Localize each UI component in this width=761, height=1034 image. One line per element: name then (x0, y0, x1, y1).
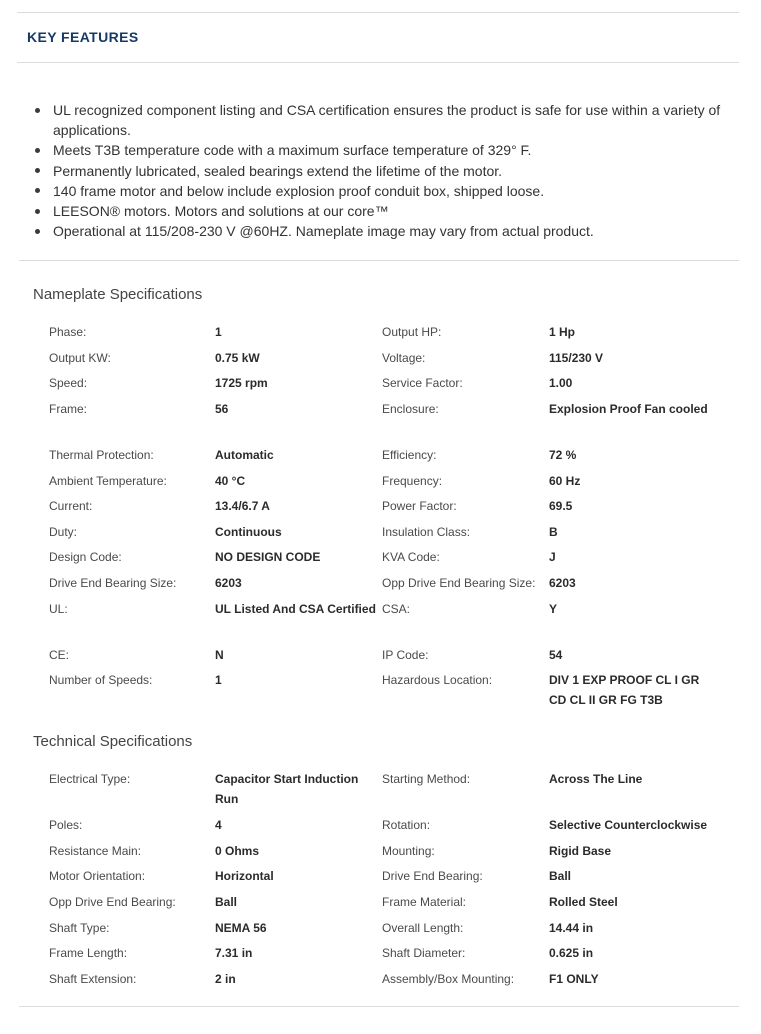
bullet-icon (35, 229, 40, 234)
spec-label: Frame Material: (382, 895, 467, 909)
spec-value: Selective Counterclockwise (549, 818, 708, 832)
spec-value: DIV 1 EXP PROOF CL I GR CD CL II GR FG T3B (549, 673, 700, 707)
spec-value: 1 Hp (549, 325, 576, 339)
spec-label: Output HP: (382, 325, 442, 339)
spec-value: 7.31 in (215, 946, 253, 960)
feature-item: Permanently lubricated, sealed bearings extend the lifetime of the motor. (33, 161, 733, 181)
spec-label: Shaft Extension: (49, 972, 137, 986)
spec-value: Ball (215, 895, 238, 909)
spec-label: Phase: (49, 325, 87, 339)
spec-value: 14.44 in (549, 921, 594, 935)
spec-value: 1 (215, 325, 222, 339)
feature-item: UL recognized component listing and CSA certification ensures the product is safe for use within a variety of applications. (33, 100, 733, 140)
bullet-icon (35, 108, 40, 113)
spec-label: Rotation: (382, 818, 431, 832)
spec-value: UL Listed And CSA Certified (215, 602, 376, 616)
spec-value: 69.5 (549, 499, 573, 513)
spec-label: Design Code: (49, 550, 122, 564)
spec-value: 115/230 V (549, 351, 604, 365)
spec-label: Enclosure: (382, 402, 439, 416)
spec-value: Automatic (215, 448, 274, 462)
spec-value: F1 ONLY (549, 972, 599, 986)
spec-value: 1 (215, 673, 222, 687)
bullet-icon (35, 168, 40, 173)
feature-item: 140 frame motor and below include explosion proof conduit box, shipped loose. (33, 181, 733, 201)
key-features-heading: KEY FEATURES (27, 29, 139, 45)
spec-label: Current: (49, 499, 93, 513)
spec-value: 54 (549, 648, 563, 662)
spec-label: Speed: (49, 376, 88, 390)
spec-label: Power Factor: (382, 499, 457, 513)
spec-label: Hazardous Location: (382, 673, 493, 687)
spec-label: Ambient Temperature: (49, 474, 167, 488)
spec-value: 2 in (215, 972, 236, 986)
spec-label: Number of Speeds: (49, 673, 153, 687)
spec-label: Opp Drive End Bearing Size: (382, 576, 536, 590)
spec-label: Mounting: (382, 844, 435, 858)
feature-item: LEESON® motors. Motors and solutions at our core™ (33, 201, 733, 221)
spec-value: Across The Line (549, 772, 643, 786)
spec-value: J (549, 550, 556, 564)
spec-label: Drive End Bearing Size: (49, 576, 177, 590)
spec-label: Resistance Main: (49, 844, 142, 858)
spec-value: 0 Ohms (215, 844, 260, 858)
spec-value: 56 (215, 402, 229, 416)
spec-label: Frequency: (382, 474, 443, 488)
top-divider (17, 12, 739, 13)
spec-value: 0.625 in (549, 946, 594, 960)
spec-value: NEMA 56 (215, 921, 267, 935)
spec-label: Starting Method: (382, 772, 471, 786)
spec-value: Rigid Base (549, 844, 612, 858)
spec-value: 1.00 (549, 376, 573, 390)
spec-value: NO DESIGN CODE (215, 550, 321, 564)
spec-label: CE: (49, 648, 70, 662)
spec-value: 6203 (549, 576, 576, 590)
spec-label: Frame Length: (49, 946, 128, 960)
spec-label: Shaft Type: (49, 921, 110, 935)
spec-label: CSA: (382, 602, 411, 616)
spec-value: Horizontal (215, 869, 274, 883)
features-divider (19, 260, 739, 261)
spec-label: UL: (49, 602, 68, 616)
key-features-list (33, 100, 733, 241)
spec-value: Rolled Steel (549, 895, 618, 909)
bullet-icon (35, 148, 40, 153)
spec-value: 6203 (215, 576, 242, 590)
spec-value: 72 % (549, 448, 577, 462)
nameplate-heading: Nameplate Specifications (33, 286, 203, 303)
spec-label: Drive End Bearing: (382, 869, 483, 883)
spec-label: Service Factor: (382, 376, 463, 390)
technical-heading: Technical Specifications (33, 733, 193, 750)
bottom-divider (19, 1006, 739, 1007)
spec-value: Ball (549, 869, 572, 883)
spec-value: Explosion Proof Fan cooled (549, 402, 708, 416)
spec-label: Opp Drive End Bearing: (49, 895, 176, 909)
spec-value: 60 Hz (549, 474, 581, 488)
spec-label: Electrical Type: (49, 772, 131, 786)
spec-label: Insulation Class: (382, 525, 471, 539)
spec-value: 40 °C (215, 474, 246, 488)
spec-value: Y (549, 602, 558, 616)
spec-value: 1725 rpm (215, 376, 268, 390)
spec-value: N (215, 648, 224, 662)
spec-label: KVA Code: (382, 550, 440, 564)
spec-label: Motor Orientation: (49, 869, 146, 883)
spec-value: B (549, 525, 558, 539)
spec-label: Voltage: (382, 351, 426, 365)
spec-label: Assembly/Box Mounting: (382, 972, 515, 986)
spec-label: Duty: (49, 525, 78, 539)
spec-label: IP Code: (382, 648, 429, 662)
spec-label: Output KW: (49, 351, 111, 365)
spec-label: Poles: (49, 818, 83, 832)
bullet-icon (35, 209, 40, 214)
key-features-divider (17, 62, 739, 63)
spec-value: Capacitor Start Induction Run (215, 772, 359, 806)
spec-label: Thermal Protection: (49, 448, 154, 462)
spec-label: Shaft Diameter: (382, 946, 466, 960)
spec-label: Efficiency: (382, 448, 437, 462)
spec-value: 4 (215, 818, 222, 832)
feature-item: Operational at 115/208-230 V @60HZ. Nameplate image may vary from actual product. (33, 221, 733, 241)
feature-item: Meets T3B temperature code with a maximum surface temperature of 329° F. (33, 140, 733, 160)
spec-value: Continuous (215, 525, 282, 539)
spec-value: 0.75 kW (215, 351, 260, 365)
bullet-icon (35, 188, 40, 193)
spec-value: 13.4/6.7 A (215, 499, 270, 513)
spec-label: Frame: (49, 402, 88, 416)
spec-label: Overall Length: (382, 921, 464, 935)
